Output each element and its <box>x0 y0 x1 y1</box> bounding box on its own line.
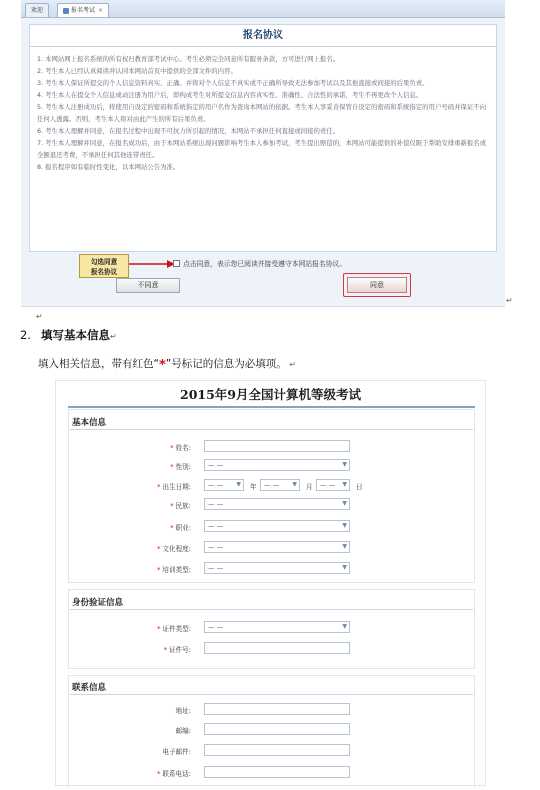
chevron-down-icon: ▼ <box>342 522 347 529</box>
arrow-right-icon <box>129 259 175 269</box>
form-title: 2015年9月全国计算机等级考试 <box>180 387 361 402</box>
step-description <box>38 356 296 373</box>
chevron-down-icon: ▼ <box>342 461 347 468</box>
address-input[interactable] <box>204 703 350 715</box>
agree-button[interactable]: 同意 <box>347 277 407 293</box>
step-number: 2. <box>20 328 31 342</box>
birth-year-select[interactable]: — — ▼ <box>204 479 244 491</box>
section-title-identity: 身份验证信息 <box>72 598 124 608</box>
page-icon <box>63 8 69 14</box>
paragraph-mark-icon: ↵ <box>36 312 43 321</box>
education-select[interactable]: — — ▼ <box>204 541 350 553</box>
gender-select[interactable]: — — ▼ <box>204 459 350 471</box>
section-divider <box>70 429 473 430</box>
chevron-down-icon: ▼ <box>342 481 347 488</box>
nation-label: * 民族: <box>170 502 191 510</box>
education-label: * 文化程度: <box>157 545 191 553</box>
agreement-item: 4. 考生本人在提交个人信息或动注册为用户后，即构成考生对所提交信息内容真实性、准确性、合法性的承诺，考生不再更改个人信息。 <box>37 91 423 99</box>
birthday-label: * 出生日期: <box>157 483 191 491</box>
chevron-down-icon: ▼ <box>236 481 241 488</box>
id-number-input[interactable] <box>204 642 350 654</box>
name-label: * 姓名: <box>170 444 191 452</box>
form-screenshot <box>55 380 486 786</box>
phone-input[interactable] <box>204 766 350 778</box>
step-desc-text: 填入相关信息，带有红色“ <box>38 358 159 370</box>
paragraph-mark-icon: ↵ <box>506 296 513 305</box>
agreement-item: 5. 考生本人注册成功后，将使用自设定的密码和系统指定的用户名作为查询本网站的依据。考生本人享妥善保管自设定的密码和系统指定的用户号码并保证不向任何人透露。否则，考生本人将对由此产生的所有后果负责。 <box>37 103 487 123</box>
agreement-item: 1. 本网站网上报名系统的所有权归教育部考试中心。考生必须完全同意所有服务条款，方可进行网上报名。 <box>37 55 340 63</box>
postcode-label: 邮编: <box>175 727 191 735</box>
nation-select[interactable]: — — ▼ <box>204 498 350 510</box>
agree-checkbox[interactable] <box>173 260 180 267</box>
chevron-down-icon: ▼ <box>342 500 347 507</box>
training-type-label: * 培训类型: <box>157 566 191 574</box>
agreement-panel <box>29 24 497 252</box>
agreement-item: 7. 考生本人理解并同意，在报名成功后，由于本网站系统出现问题影响考生本人参加考试，考生提出赔偿的，本网站可能提供的补偿仅限于帮助安排重新报名或全额退还考费，不承担任何其他连带责任。 <box>37 139 487 159</box>
chevron-down-icon: ▼ <box>342 543 347 550</box>
agreement-item: 8. 报名程序如有临时性变化，以本网站公告为准。 <box>37 163 180 171</box>
agree-checkbox-label: 点击同意，表示您已阅读并接受遵守本网站报名协议。 <box>183 260 347 268</box>
step-title: 填写基本信息 <box>40 328 110 342</box>
id-type-select[interactable]: — — ▼ <box>204 621 350 633</box>
section-divider <box>70 694 473 695</box>
training-type-select[interactable]: — — ▼ <box>204 562 350 574</box>
section-title-basic: 基本信息 <box>72 418 107 428</box>
postcode-input[interactable] <box>204 723 350 735</box>
agreement-text <box>37 53 492 173</box>
agreement-screenshot <box>21 0 505 307</box>
close-icon[interactable]: × <box>98 7 104 14</box>
required-star: * <box>158 358 166 373</box>
email-input[interactable] <box>204 744 350 756</box>
paragraph-mark-icon: ↵ <box>286 360 296 369</box>
paragraph-mark-icon: ↵ <box>109 332 117 341</box>
gender-label: * 性别: <box>170 463 191 471</box>
tab-bar <box>21 0 505 18</box>
birth-month-select[interactable]: — — ▼ <box>260 479 300 491</box>
title-divider <box>68 406 475 408</box>
occupation-select[interactable]: — — ▼ <box>204 520 350 532</box>
address-label: 地址: <box>175 707 191 715</box>
agreement-item: 6. 考生本人理解并同意，在报名过程中出现不可抗力所引起的情况，本网站不承担任何直接或间接的责任。 <box>37 127 340 135</box>
chevron-down-icon: ▼ <box>342 564 347 571</box>
chevron-down-icon: ▼ <box>292 481 297 488</box>
birth-day-select[interactable]: — — ▼ <box>316 479 350 491</box>
tab-welcome-label: 欢迎 <box>31 7 44 14</box>
occupation-label: * 职业: <box>170 524 191 532</box>
phone-label: * 联系电话: <box>157 770 191 778</box>
agreement-item: 2. 考生本人已经认真阅读并认同本网站首页中提供的全部文件的内容。 <box>37 67 237 75</box>
agree-checkbox-row[interactable] <box>173 258 346 270</box>
disagree-button[interactable]: 不同意 <box>116 278 180 293</box>
agreement-callout: 勾选同意 报名协议 <box>79 254 129 278</box>
agreement-item: 3. 考生本人保证所提交的个人信息资料真实、正确。并将对个人信息不真实或不正确所导致无法参加考试以及其他直接或间接的后果负责。 <box>37 79 429 87</box>
email-label: 电子邮件: <box>162 748 191 756</box>
tab-register-exam-label: 报名考试 <box>71 7 96 14</box>
tab-register-exam[interactable] <box>57 3 109 17</box>
month-unit: 月 <box>306 483 313 491</box>
chevron-down-icon: ▼ <box>342 623 347 630</box>
id-type-label: * 证件类型: <box>157 625 191 633</box>
id-number-label: * 证件号: <box>163 646 191 654</box>
section-title-contact: 联系信息 <box>72 683 107 693</box>
name-input[interactable] <box>204 440 350 452</box>
section-divider <box>70 609 473 610</box>
agreement-title: 报名协议 <box>30 25 496 47</box>
day-unit: 日 <box>356 483 363 491</box>
year-unit: 年 <box>250 483 257 491</box>
tab-welcome[interactable] <box>25 3 49 17</box>
step-heading <box>20 327 117 343</box>
basic-info-section <box>68 409 475 583</box>
step-desc-text-end: ”号标记的信息为必填项。 <box>165 358 287 370</box>
